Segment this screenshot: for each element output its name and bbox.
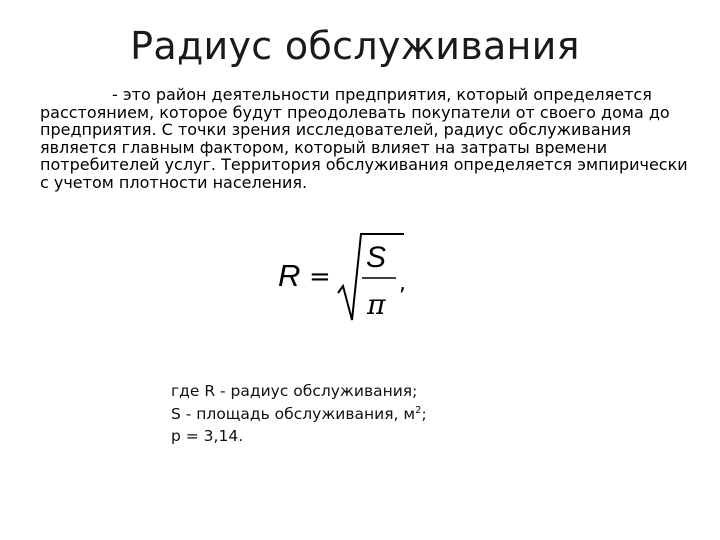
legend-line-s: [171, 403, 511, 426]
legend-s-superscript: 2: [415, 404, 422, 416]
definition-paragraph: [40, 86, 688, 192]
legend-s-text: S - площадь обслуживания, м: [171, 404, 416, 423]
legend-line-p: p = 3,14.: [171, 427, 244, 445]
formula-graphic: [270, 228, 420, 332]
formula-lhs: R: [278, 258, 301, 293]
legend-s-end: ;: [421, 404, 427, 423]
formula-numerator: S: [366, 241, 387, 274]
formula-equals: =: [309, 262, 331, 292]
slide-title: Радиус обслуживания: [130, 24, 580, 68]
radius-formula: [270, 228, 420, 332]
formula-comma: ,: [399, 271, 406, 296]
definition-text: - это район деятельности предприятия, который определяется расстоянием, которое будут преодолевать покупатели от своего дома до предприятия. С точки зрения исследователей, радиус обслуживания является главным фактором, который влияет на затраты времени потребителей услуг. Территория обслуживания определяется эмпирически с учетом плотности населения.: [40, 85, 688, 192]
formula-denominator: π: [367, 288, 386, 321]
formula-legend: [171, 380, 511, 448]
legend-line-r: где R - радиус обслуживания;: [171, 382, 418, 400]
